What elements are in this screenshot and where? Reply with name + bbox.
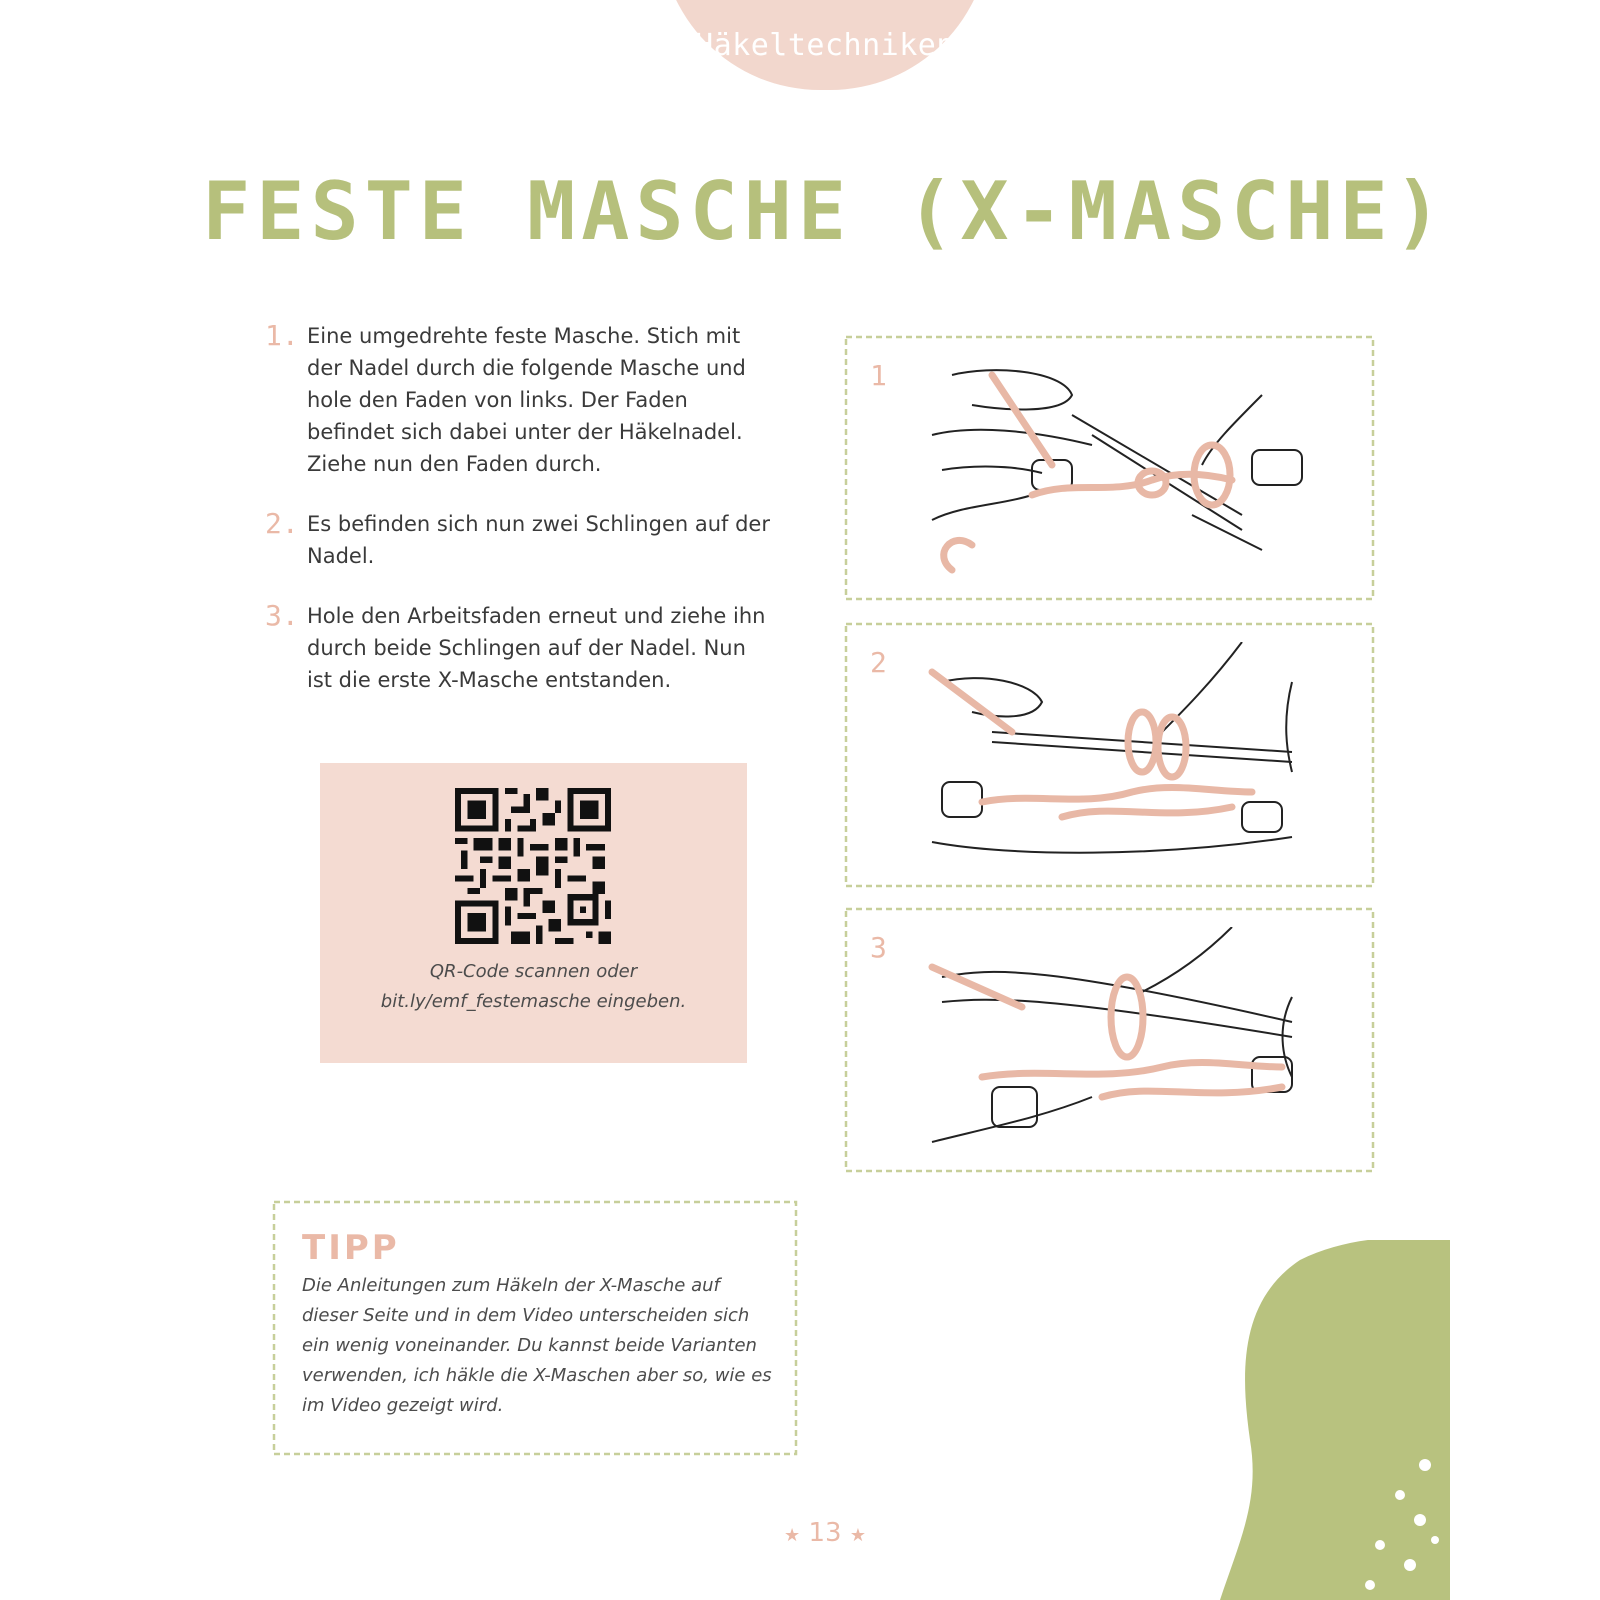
illustration-frame-2 — [842, 620, 1377, 890]
qr-box — [320, 763, 747, 1063]
crochet-illustration-icon — [912, 355, 1342, 585]
step-text: Hole den Arbeitsfaden erneut und ziehe ihn durch beide Schlingen auf der Nadel. Nun ist die erste X-Masche entstanden. — [307, 604, 766, 692]
tip-title: TIPP — [302, 1228, 400, 1268]
step-item — [265, 508, 775, 572]
illustration-number: 2 — [870, 646, 887, 679]
steps-list — [265, 320, 775, 724]
crochet-illustration-icon — [912, 642, 1342, 872]
page-number-value: 13 — [808, 1518, 842, 1548]
illustration-number: 3 — [870, 931, 887, 964]
qr-link-text[interactable]: bit.ly/emf_festemasche eingeben. — [380, 991, 687, 1012]
decorative-blob — [1220, 1240, 1450, 1600]
section-label: Häkeltechniken — [695, 28, 955, 63]
qr-caption-line: QR-Code scannen oder — [429, 961, 638, 982]
qr-caption — [320, 957, 747, 1017]
qr-code[interactable] — [455, 788, 611, 944]
step-number: 3. — [265, 599, 299, 632]
page-number — [770, 1518, 880, 1548]
step-text: Es befinden sich nun zwei Schlingen auf der Nadel. — [307, 512, 770, 568]
step-number: 2. — [265, 507, 299, 540]
tip-box — [270, 1198, 800, 1458]
step-item — [265, 320, 775, 480]
star-icon: ★ — [849, 1525, 866, 1546]
illustration-frame-3 — [842, 905, 1377, 1175]
step-item — [265, 600, 775, 696]
crochet-illustration-icon — [912, 927, 1342, 1157]
page-title: FESTE MASCHE (X-MASCHE) — [202, 165, 1448, 258]
illustration-frame-1 — [842, 333, 1377, 603]
step-text: Eine umgedrehte feste Masche. Stich mit der Nadel durch die folgende Masche und hole den Faden von links. Der Faden befindet sich dabei unter der Häkelnadel. Ziehe nun den Faden durch. — [307, 324, 746, 476]
step-number: 1. — [265, 319, 299, 352]
tip-text: Die Anleitungen zum Häkeln der X-Masche auf dieser Seite und in dem Video unterscheiden sich ein wenig voneinander. Du kannst beide Varianten verwenden, ich häkle die X-Maschen aber so, wie es im Video gezeigt wird. — [302, 1275, 772, 1416]
illustration-number: 1 — [870, 359, 887, 392]
star-icon: ★ — [784, 1525, 801, 1546]
